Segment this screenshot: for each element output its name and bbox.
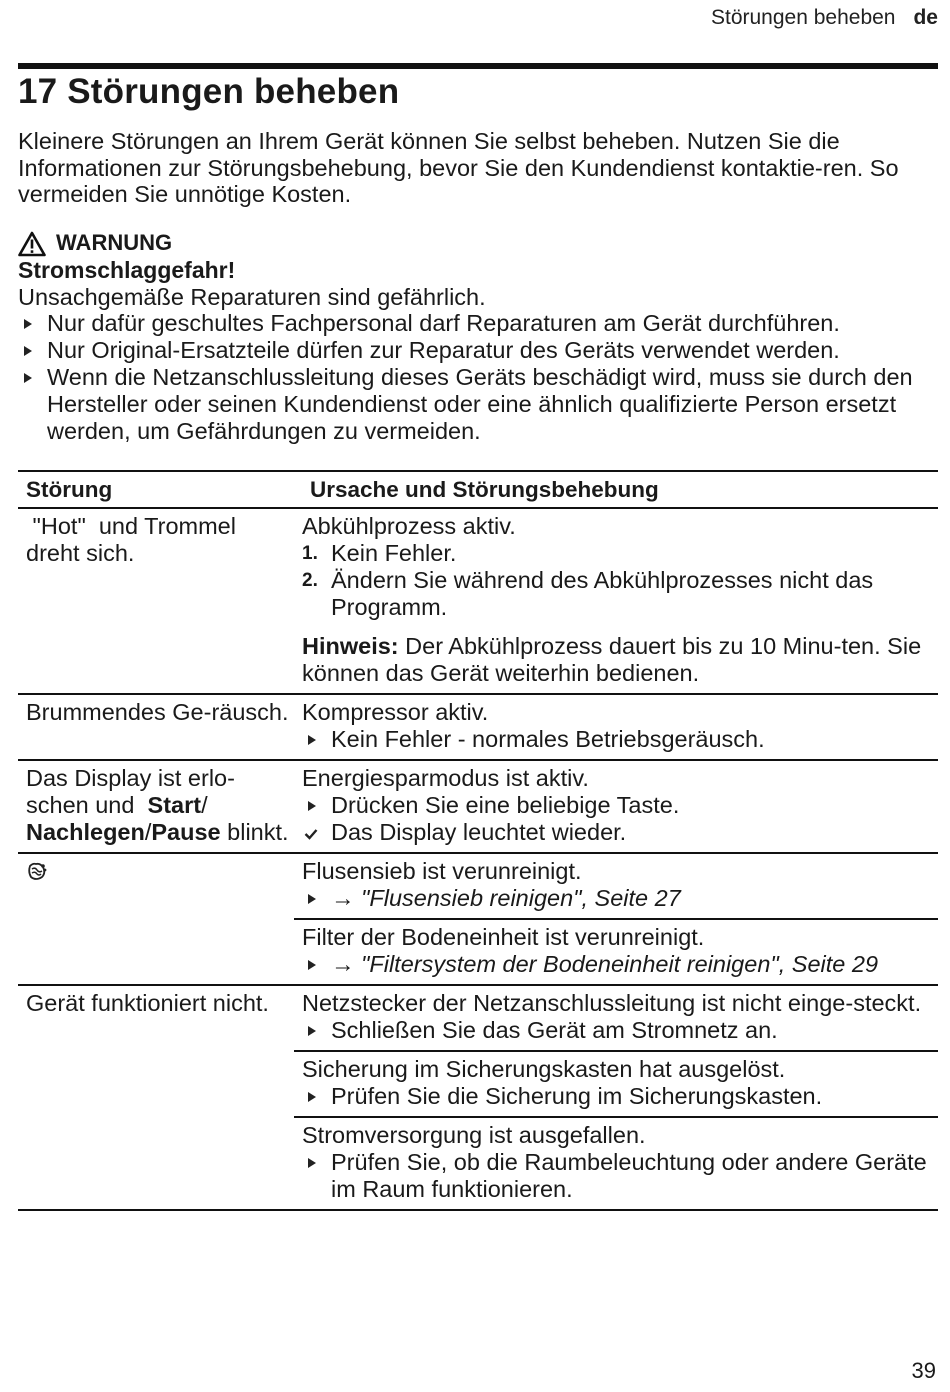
cause-cell xyxy=(294,854,938,918)
cause-text: Kompressor aktiv. xyxy=(302,699,489,725)
warning-bullet: Nur Original-Ersatzteile dürfen zur Reparatur des Geräts verwendet werden. xyxy=(18,337,938,364)
table-row xyxy=(18,986,938,1211)
fault-separator: / xyxy=(144,819,152,845)
note-label: Hinweis: xyxy=(302,633,399,659)
intro-paragraph: Kleinere Störungen an Ihrem Gerät können Sie selbst beheben. Nutzen Sie die Informationen zur Störungsbehebung, bevor Sie den Kundendienst kontaktie-ren. So vermeiden Sie unnötige Kosten. xyxy=(18,128,899,207)
action-item: Drücken Sie eine beliebige Taste. xyxy=(302,792,930,819)
warning-text: Unsachgemäße Reparaturen sind gefährlich. xyxy=(18,283,486,310)
nachlegen-button-label: Nachlegen xyxy=(26,819,145,845)
fault-cell: Gerät funktioniert nicht. xyxy=(26,990,269,1016)
table-row xyxy=(18,854,938,986)
fault-text: Das Display ist erlo-schen und xyxy=(26,765,235,818)
table-header xyxy=(18,470,938,509)
cause-text: Stromversorgung ist ausgefallen. xyxy=(302,1122,646,1148)
cause-text: Filter der Bodeneinheit ist verunreinigt. xyxy=(302,924,705,950)
cause-cell xyxy=(294,986,938,1050)
cross-reference-link[interactable] xyxy=(302,885,930,912)
running-header xyxy=(711,6,938,30)
fault-cell xyxy=(18,761,294,852)
step-item xyxy=(302,540,930,567)
fault-cell: "Hot" und Trommel dreht sich. xyxy=(26,513,243,566)
cause-text: Sicherung im Sicherungskasten hat ausgelöst. xyxy=(302,1056,786,1082)
warning-bullet: Nur dafür geschultes Fachpersonal darf Reparaturen am Gerät durchführen. xyxy=(18,310,938,337)
table-row xyxy=(18,695,938,761)
action-item: Kein Fehler - normales Betriebsgeräusch. xyxy=(302,726,930,753)
warning-label: WARNUNG xyxy=(56,230,173,255)
fault-cell: Brummendes Ge-räusch. xyxy=(26,699,289,725)
column-header-fault: Störung xyxy=(26,477,113,502)
action-item: Prüfen Sie die Sicherung im Sicherungskasten. xyxy=(302,1083,930,1110)
page-title: 17 Störungen beheben xyxy=(18,72,400,111)
link-text[interactable]: → "Flusensieb reinigen", Seite 27 xyxy=(331,885,681,911)
page-number: 39 xyxy=(911,1358,936,1383)
result-text: Das Display leuchtet wieder. xyxy=(331,819,627,845)
warning-heading: Stromschlaggefahr! xyxy=(18,256,236,283)
cause-text: Energiesparmodus ist aktiv. xyxy=(302,765,589,791)
cross-reference-link[interactable] xyxy=(302,951,930,978)
fault-separator: / xyxy=(201,792,208,818)
result-item xyxy=(302,819,930,846)
cause-text: Flusensieb ist verunreinigt. xyxy=(302,858,582,884)
note xyxy=(302,633,930,687)
column-header-cause: Ursache und Störungsbehebung xyxy=(310,477,659,502)
cause-text: Abkühlprozess aktiv. xyxy=(302,513,516,539)
cause-cell xyxy=(294,1116,938,1209)
table-row xyxy=(18,509,938,695)
cause-cell xyxy=(294,761,938,852)
fault-cell xyxy=(18,854,294,984)
checkmark-icon xyxy=(304,828,318,840)
step-number: 2. xyxy=(302,570,318,591)
table-row xyxy=(18,761,938,854)
step-text: Ändern Sie während des Abkühlprozesses nicht das Programm. xyxy=(331,567,874,620)
cause-cell xyxy=(294,695,938,759)
troubleshooting-table xyxy=(18,470,938,1211)
link-text[interactable]: → "Filtersystem der Bodeneinheit reinigen", Seite 29 xyxy=(331,951,879,977)
cause-cell xyxy=(294,918,938,984)
cause-text: Netzstecker der Netzanschlussleitung ist nicht einge-steckt. xyxy=(302,990,922,1016)
warning-box xyxy=(18,230,938,444)
step-text: Kein Fehler. xyxy=(331,540,457,566)
lint-filter-icon xyxy=(26,862,48,882)
action-item: Schließen Sie das Gerät am Stromnetz an. xyxy=(302,1017,930,1044)
header-language: de xyxy=(913,6,938,29)
cause-cell xyxy=(294,509,938,693)
warning-triangle-icon xyxy=(18,231,46,257)
action-item: Prüfen Sie, ob die Raumbeleuchtung oder andere Geräte im Raum funktionieren. xyxy=(302,1149,930,1203)
warning-header xyxy=(18,230,938,257)
note-text: Der Abkühlprozess dauert bis zu 10 Minu-ten. Sie können das Gerät weiterhin bedienen. xyxy=(302,633,922,686)
pause-button-label: Pause xyxy=(151,819,221,845)
warning-bullet: Wenn die Netzanschlussleitung dieses Geräts beschädigt wird, muss sie durch den Hersteller oder seinen Kundendienst oder eine ähnlich qualifizierte Person ersetzt werden, um Gefährdungen zu vermeiden. xyxy=(18,364,938,444)
fault-text: blinkt. xyxy=(220,819,289,845)
cause-cell xyxy=(294,1050,938,1116)
step-number: 1. xyxy=(302,543,318,564)
header-section: Störungen beheben xyxy=(710,6,896,29)
title-rule xyxy=(18,63,938,69)
start-button-label: Start xyxy=(147,792,202,818)
step-item xyxy=(302,567,930,621)
